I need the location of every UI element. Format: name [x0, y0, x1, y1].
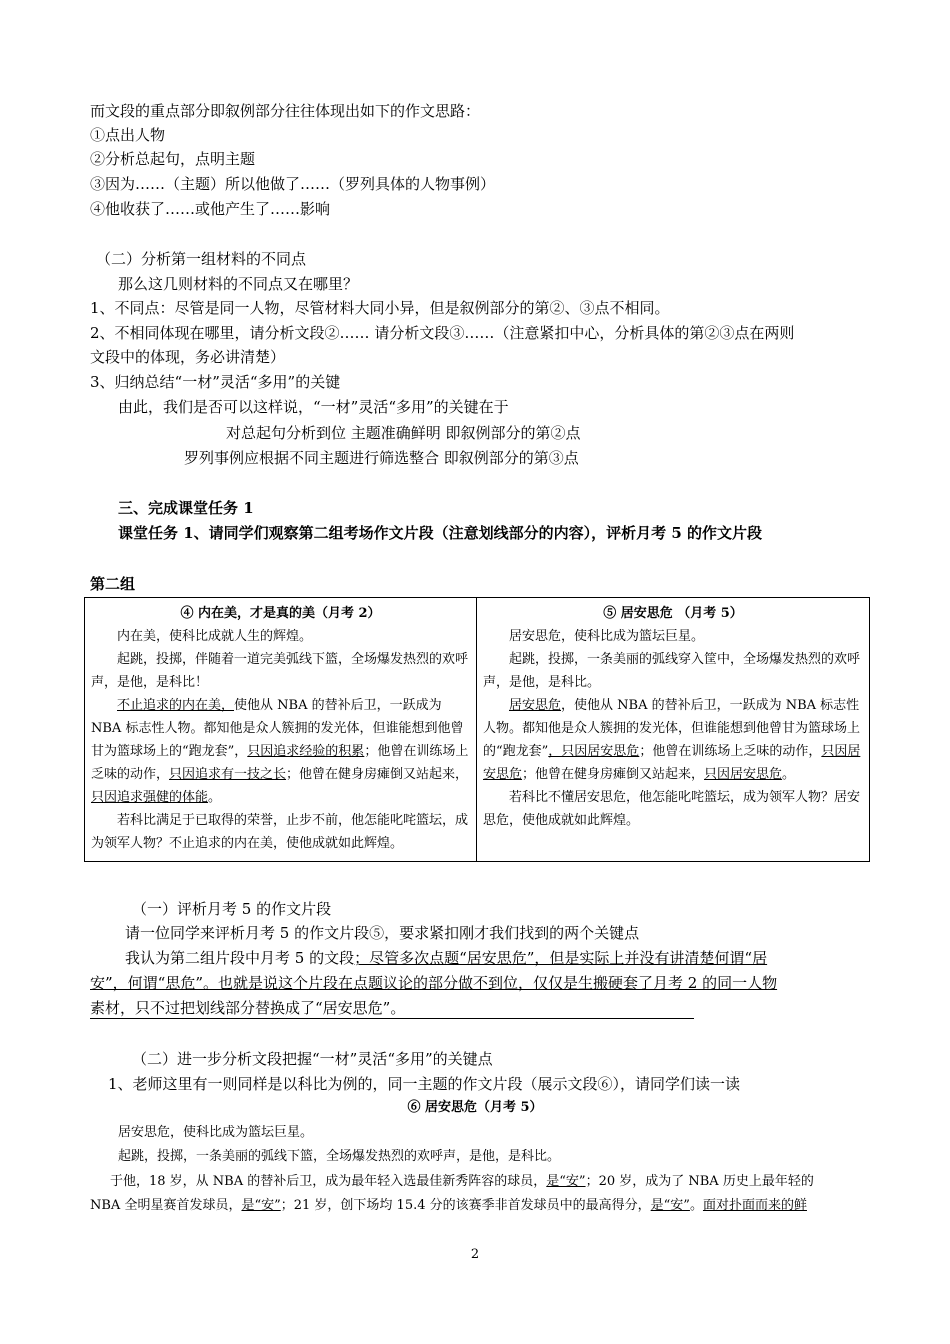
intro-step-2: ②分析总起句，点明主题 — [90, 150, 256, 168]
text-span: ；他曾在训练场上乏味的动作， — [91, 744, 469, 782]
text-span: ，使他从 NBA 的替补后卫，一跃成为 NBA 标志性人物。都知他是众人簇拥的发光体，但谁能想到他曾甘为篮球场上的“跑龙套” — [483, 698, 861, 759]
point-3: 3、归纳总结“一材”灵活“多用”的关键 — [90, 373, 341, 391]
text-span: ；20 岁，成为了 NBA 历史上最年轻的 — [585, 1174, 814, 1189]
text-span: NBA 全明星赛首发球员， — [90, 1198, 242, 1213]
key-point-2: 罗列事例应根据不同主题进行筛选整合 即叙例部分的第③点 — [184, 449, 579, 467]
underlined-phrase: 不止追求的内在美， — [117, 698, 235, 713]
underlined-phrase: 只因追求经验的积累 — [247, 744, 365, 759]
passage-6-line-3 — [110, 1173, 814, 1191]
underlined-phrase: 是“安” — [241, 1198, 281, 1213]
right-para-1: 居安思危，使科比成为篮坛巨星。 — [509, 629, 705, 644]
right-para-4: 若科比不懂居安思危，他怎能叱咤篮坛，成为领军人物？居安思危，使他成就如此辉煌。 — [483, 790, 861, 828]
underlined-phrase: 是“安” — [650, 1198, 690, 1213]
text-span: ；21 岁，创下场均 15.4 分的该赛季非首发球员中的最高得分， — [280, 1198, 651, 1213]
eval-answer-line-2: 安”，何谓“思危”。也就是说这个片段在点题议论的部分做不到位，仅仅是生搬硬套了月考 2 的同一人物 — [90, 974, 778, 992]
left-para-4: 若科比满足于已取得的荣誉，止步不前，他怎能叱咤篮坛，成为领军人物？不止追求的内在美，使他成就如此辉煌。 — [91, 813, 469, 851]
text-span: ；他曾在训练场上乏味的动作， — [639, 744, 822, 759]
group-label: 第二组 — [90, 575, 136, 593]
text-span: 。 — [689, 1198, 703, 1213]
comparison-table — [84, 597, 870, 862]
intro-step-1: ①点出人物 — [90, 126, 166, 144]
question-text: 那么这几则材料的不同点又在哪里？ — [118, 275, 359, 293]
point-2-line-1: 2、不相同体现在哪里，请分析文段②…… 请分析文段③……（注意紧扣中心，分析具体的第②③点在两则 — [90, 324, 795, 342]
eval-answer-line-1 — [125, 948, 767, 968]
point-1: 1、不同点：尽管是同一人物，尽管材料大同小异，但是叙例部分的第②、③点不相同。 — [90, 299, 670, 317]
section-heading-differences: （二）分析第一组材料的不同点 — [96, 250, 307, 268]
underlined-phrase: ，只因居安思危 — [548, 744, 640, 759]
text-span: 于他，18 岁，从 NBA 的替补后卫，成为最年轻入选最佳新秀阵容的球员， — [110, 1174, 547, 1189]
left-para-3 — [91, 694, 470, 809]
intro-lead: 而文段的重点部分即叙例部分往往体现出如下的作文思路： — [90, 102, 481, 120]
text-span: ；他曾在健身房瘫倒又站起来， — [286, 767, 469, 782]
text-span: 。 — [208, 790, 222, 805]
underlined-phrase: ；尽管多次点题“居安思危”，但是实际上并没有讲清楚何谓“居 — [354, 949, 768, 967]
page-number: 2 — [470, 1247, 480, 1262]
passage-6-title: ⑥ 居安思危（月考 5） — [407, 1100, 543, 1115]
left-cell-title: ④ 内在美，才是真的美（月考 2） — [180, 606, 381, 621]
key-point-1: 对总起句分析到位 主题准确鲜明 即叙例部分的第②点 — [226, 424, 581, 442]
table-cell-left — [85, 598, 477, 862]
text-span: 使他从 NBA 的替补后卫，一跃成为 NBA 标志性人物。都知他是众人簇拥的发光体，但谁能想到他曾甘为篮球场上的“跑龙套”， — [91, 698, 464, 759]
text-span: ；他曾在健身房瘫倒又站起来， — [522, 767, 705, 782]
underlined-phrase: 只因居安思危 — [704, 767, 783, 782]
eval-answer-line-3: 素材，只不过把划线部分替换成了“居安思危”。 — [90, 998, 694, 1019]
underlined-phrase: 只因追求有一技之长 — [169, 767, 287, 782]
further-item-1: 1、老师这里有一则同样是以科比为例的，同一主题的作文片段（展示文段⑥），请同学们读一读 — [108, 1075, 741, 1093]
task-text: 课堂任务 1、请同学们观察第二组考场作文片段（注意划线部分的内容），评析月考 5 的作文片段 — [118, 524, 763, 542]
right-para-2: 起跳，投掷，一条美丽的弧线穿入筐中，全场爆发热烈的欢呼声，是他，是科比。 — [483, 652, 861, 690]
eval-heading: （一）评析月考 5 的作文片段 — [132, 900, 332, 918]
intro-step-3: ③因为……（主题）所以他做了……（罗列具体的人物事例） — [90, 175, 496, 193]
underlined-phrase: 是“安” — [546, 1174, 586, 1189]
right-cell-title: ⑤ 居安思危 （月考 5） — [603, 606, 743, 621]
section-heading-task: 三、完成课堂任务 1 — [118, 499, 254, 517]
passage-6-sentence-1: 居安思危，使科比成为篮坛巨星。 — [118, 1125, 314, 1140]
table-cell-right — [477, 598, 870, 862]
left-para-1: 内在美，使科比成就人生的辉煌。 — [117, 629, 313, 644]
underlined-phrase: 面对扑面而来的鲜 — [702, 1198, 807, 1213]
intro-step-4: ④他收获了……或他产生了……影响 — [90, 200, 331, 218]
left-para-2: 起跳，投掷，伴随着一道完美弧线下篮，全场爆发热烈的欢呼声，是他，是科比！ — [91, 652, 469, 690]
underlined-phrase: 居安思危 — [509, 698, 562, 713]
underlined-phrase: 只因追求强健的体能 — [91, 790, 209, 805]
right-para-3 — [483, 694, 863, 786]
eval-ask: 请一位同学来评析月考 5 的作文片段⑤，要求紧扣刚才我们找到的两个关键点 — [125, 924, 640, 942]
text-span: 。 — [782, 767, 796, 782]
point-4: 由此，我们是否可以这样说，“一材”灵活“多用”的关键在于 — [118, 398, 509, 416]
further-heading: （二）进一步分析文段把握“一材”灵活“多用”的关键点 — [132, 1050, 493, 1068]
text-span: 我认为第二组片段中月考 5 的文段 — [125, 949, 355, 967]
point-2-line-2: 文段中的体现，务必讲清楚） — [90, 348, 286, 366]
passage-6-line-4 — [90, 1197, 807, 1215]
underlined-phrase: 只因居安思危 — [483, 744, 861, 782]
passage-6-sentence-2: 起跳，投掷，一条美丽的弧线下篮，全场爆发热烈的欢呼声，是他，是科比。 — [118, 1149, 561, 1164]
